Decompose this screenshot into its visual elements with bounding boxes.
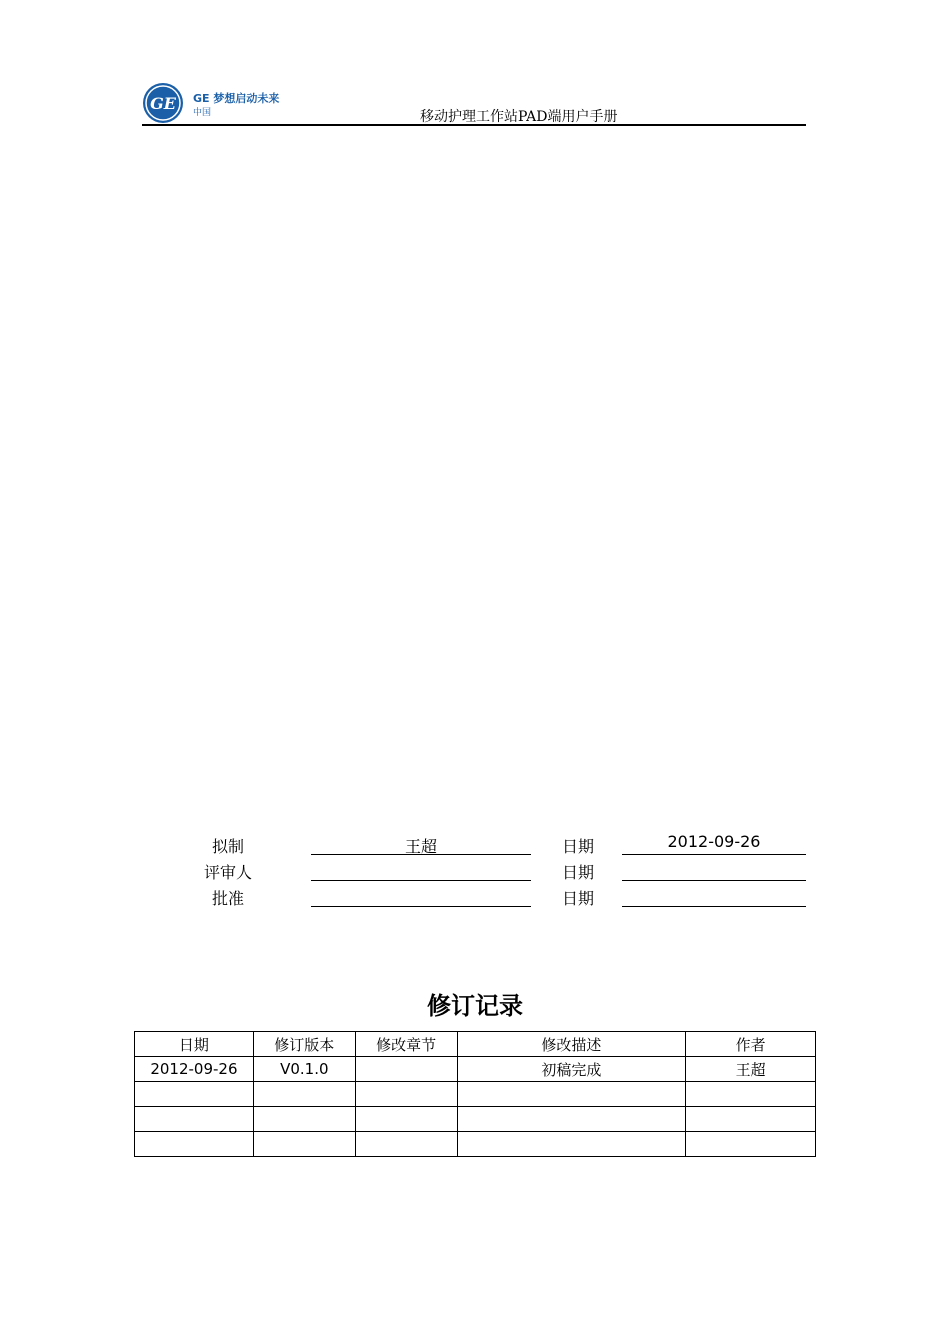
revision-record-title: 修订记录 bbox=[427, 992, 523, 1020]
ge-monogram-icon bbox=[142, 82, 184, 124]
table-cell bbox=[686, 1132, 816, 1157]
header-divider bbox=[142, 124, 806, 126]
signoff-row bbox=[0, 886, 950, 910]
table-cell: V0.1.0 bbox=[253, 1057, 355, 1082]
signoff-value bbox=[311, 886, 531, 907]
signoff-label: 批准 bbox=[211, 889, 244, 908]
signoff-date-value: 2012-09-26 bbox=[622, 832, 806, 855]
logo-tagline: GE 梦想启动未来 bbox=[193, 92, 280, 105]
table-cell bbox=[355, 1107, 457, 1132]
column-header: 修改章节 bbox=[355, 1032, 457, 1057]
signoff-value bbox=[311, 860, 531, 881]
signoff-label: 评审人 bbox=[203, 863, 252, 882]
column-header: 修订版本 bbox=[253, 1032, 355, 1057]
table-cell bbox=[253, 1082, 355, 1107]
table-cell bbox=[355, 1057, 457, 1082]
table-cell bbox=[457, 1132, 686, 1157]
revision-table bbox=[134, 1031, 816, 1157]
table-cell bbox=[457, 1107, 686, 1132]
table-cell bbox=[135, 1107, 254, 1132]
table-cell bbox=[355, 1082, 457, 1107]
column-header: 修改描述 bbox=[457, 1032, 686, 1057]
signoff-date-label: 日期 bbox=[561, 837, 594, 856]
svg-text:GE: GE bbox=[150, 94, 176, 113]
table-header-row bbox=[135, 1032, 816, 1057]
signoff-value: 王超 bbox=[311, 834, 531, 855]
table-cell bbox=[253, 1107, 355, 1132]
table-cell: 2012-09-26 bbox=[135, 1057, 254, 1082]
signoff-row bbox=[0, 834, 950, 858]
column-header: 作者 bbox=[686, 1032, 816, 1057]
table-row bbox=[135, 1082, 816, 1107]
table-cell bbox=[457, 1082, 686, 1107]
table-cell bbox=[686, 1107, 816, 1132]
table-row bbox=[135, 1057, 816, 1082]
table-row bbox=[135, 1132, 816, 1157]
table-cell bbox=[135, 1132, 254, 1157]
signoff-date-label: 日期 bbox=[561, 889, 594, 908]
table-cell bbox=[686, 1082, 816, 1107]
table-cell bbox=[253, 1132, 355, 1157]
signoff-date-value bbox=[622, 860, 806, 881]
table-cell: 王超 bbox=[686, 1057, 816, 1082]
signoff-date-value bbox=[622, 886, 806, 907]
column-header: 日期 bbox=[135, 1032, 254, 1057]
document-header-title: 移动护理工作站PAD端用户手册 bbox=[420, 109, 618, 125]
table-row bbox=[135, 1107, 816, 1132]
signoff-row bbox=[0, 860, 950, 884]
signoff-label: 拟制 bbox=[211, 837, 244, 856]
ge-logo bbox=[142, 82, 292, 124]
table-cell bbox=[135, 1082, 254, 1107]
table-cell: 初稿完成 bbox=[457, 1057, 686, 1082]
table-cell bbox=[355, 1132, 457, 1157]
logo-subtitle: 中国 bbox=[193, 108, 212, 118]
signoff-date-label: 日期 bbox=[561, 863, 594, 882]
